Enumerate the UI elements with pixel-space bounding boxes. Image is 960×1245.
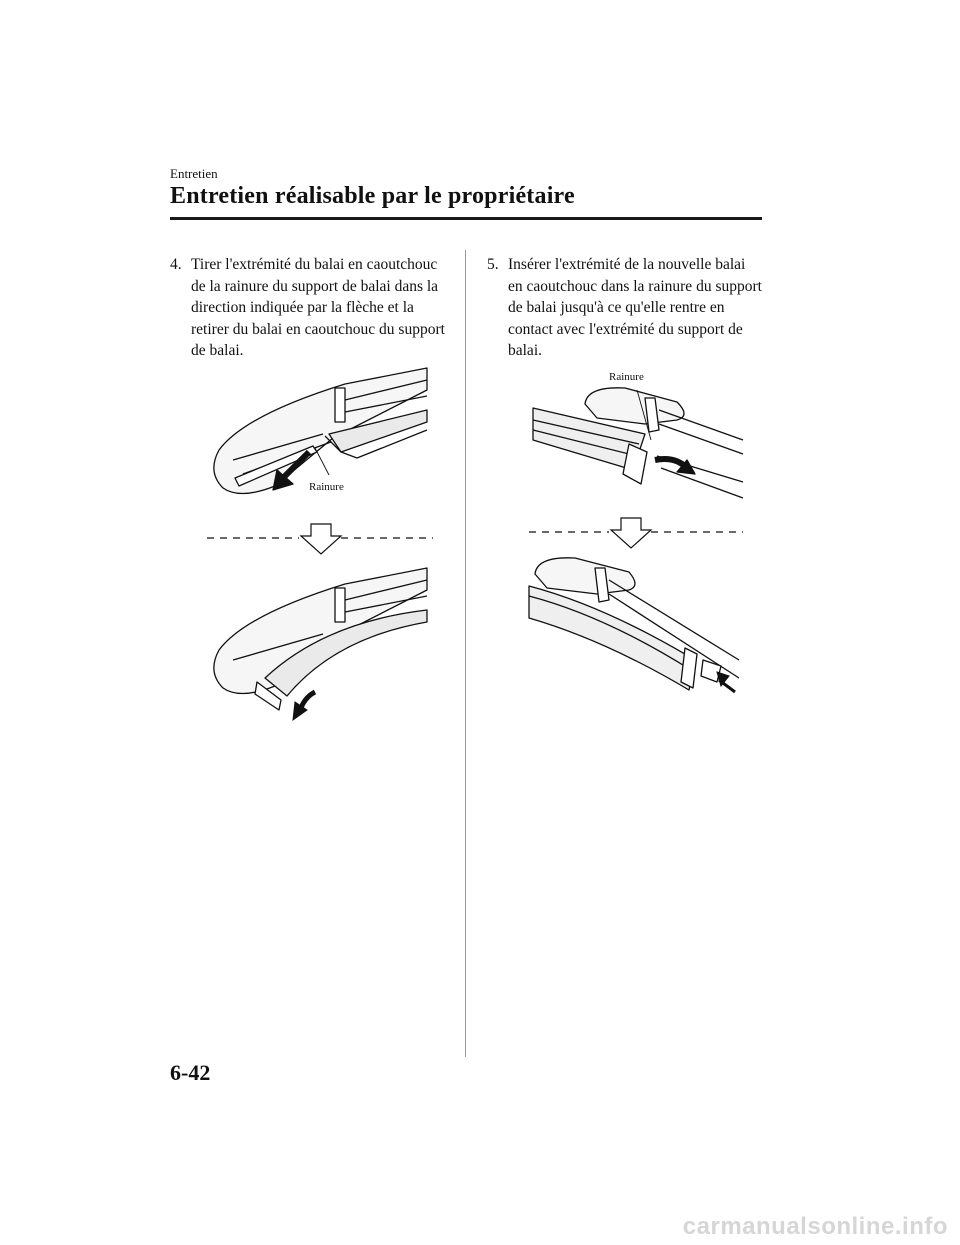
wiper-end-cap-bottom bbox=[214, 568, 427, 710]
step-5-number: 5. bbox=[487, 256, 499, 273]
step-5-text: Insérer l'extrémité de la nouvelle balai en caoutchouc dans la rainure du support de balai jusqu'à ce qu'elle rentre en contact avec l'extrémité du support de balai. bbox=[508, 256, 762, 359]
step-4-number: 4. bbox=[170, 256, 182, 273]
insert-arrow-icon bbox=[717, 672, 735, 692]
step-4-text: Tirer l'extrémité du balai en caoutchouc de la rainure du support de balai dans la direction indiquée par la flèche et la retirer du balai en caoutchouc du support de balai. bbox=[191, 256, 445, 359]
step-divider-arrow bbox=[207, 524, 433, 554]
step-4-illustration bbox=[205, 360, 435, 725]
step-5 bbox=[487, 254, 762, 362]
heading-rule bbox=[170, 217, 762, 220]
step-5-groove-label: Rainure bbox=[609, 371, 644, 383]
step-divider-arrow bbox=[529, 518, 743, 548]
page-number: 6-42 bbox=[170, 1060, 211, 1085]
push-arrow-icon bbox=[655, 459, 695, 474]
wiper-holder-bottom bbox=[529, 558, 739, 690]
curved-arrow-icon bbox=[293, 692, 315, 720]
section-label: Entretien bbox=[170, 166, 218, 181]
wiper-holder-top bbox=[533, 388, 743, 498]
step-5-illustration bbox=[525, 360, 755, 715]
wiper-end-cap-top bbox=[214, 368, 427, 494]
column-divider bbox=[465, 250, 466, 1057]
page-title: Entretien réalisable par le propriétaire bbox=[170, 183, 575, 209]
step-4-groove-label: Rainure bbox=[309, 481, 344, 493]
watermark: carmanualsonline.info bbox=[682, 1213, 948, 1240]
step-4 bbox=[170, 254, 445, 362]
